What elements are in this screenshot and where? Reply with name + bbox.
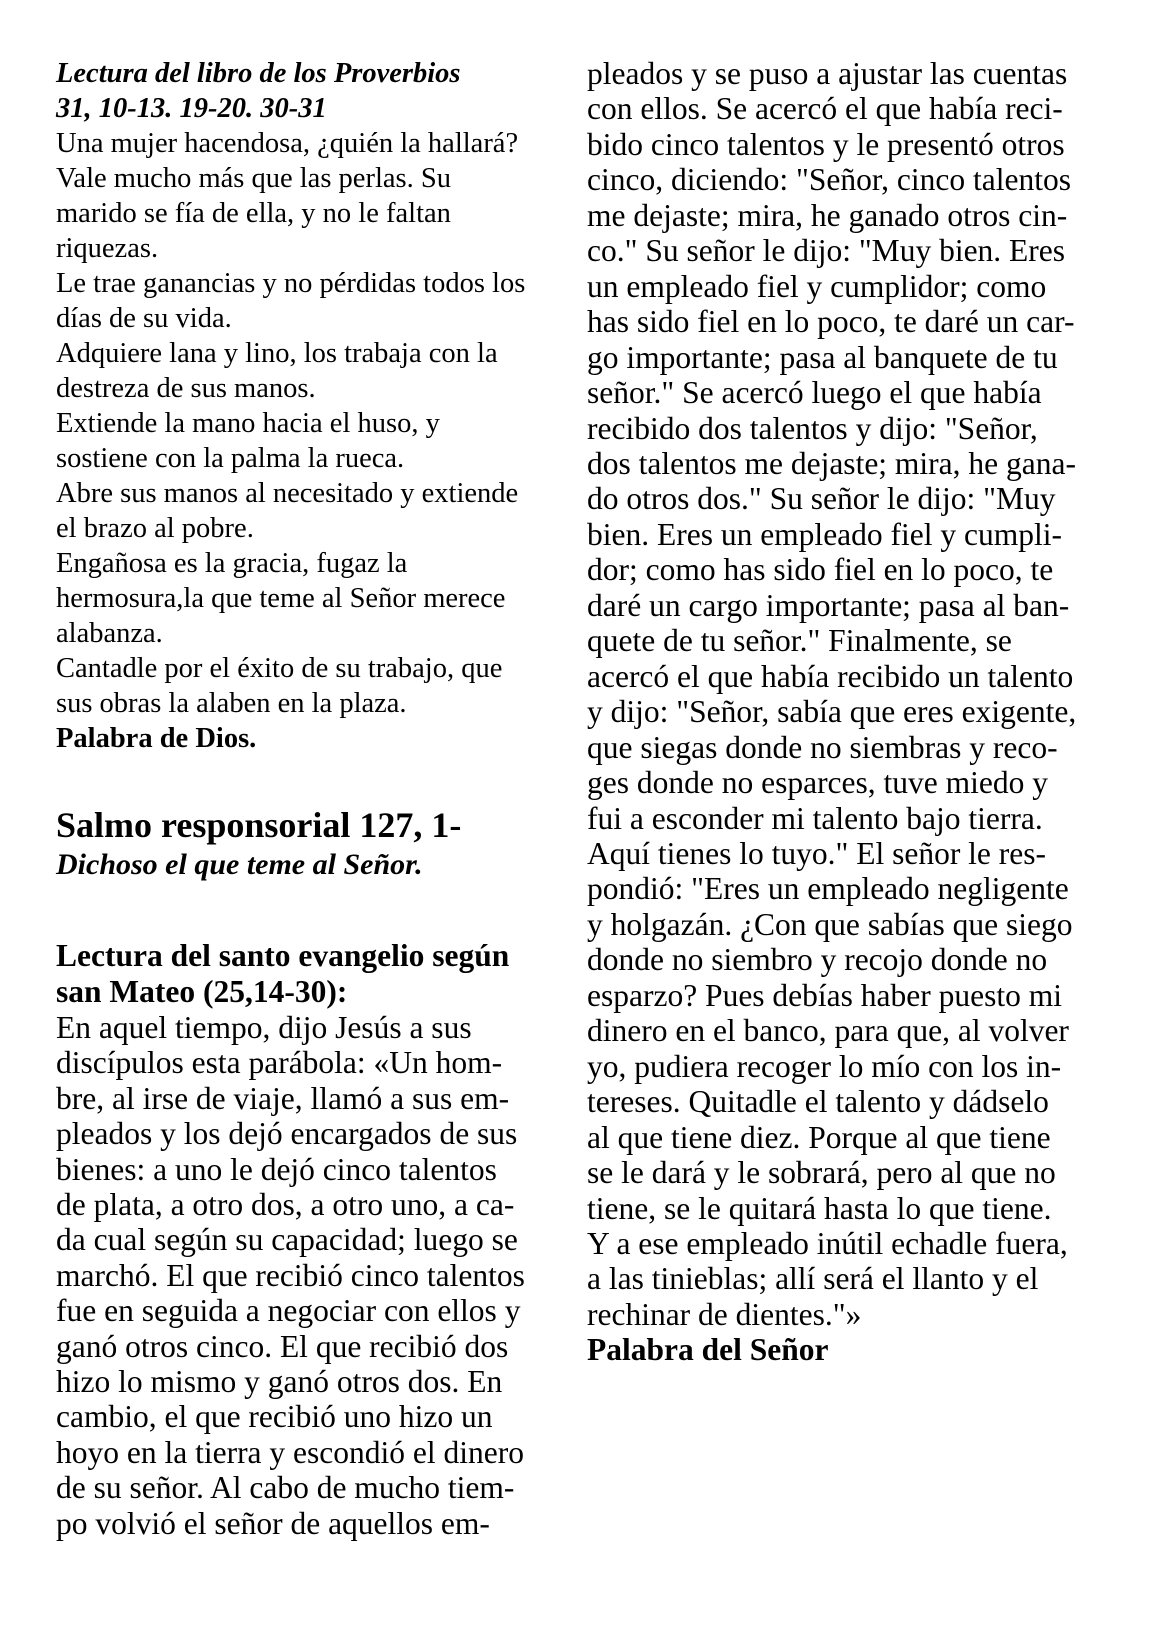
gospel [56, 938, 576, 1541]
text-line: dinero en el banco, para que, al volver [587, 1013, 1069, 1049]
text-line: destreza de sus manos. [56, 373, 316, 404]
text-line: da cual según su capacidad; luego se [56, 1222, 518, 1258]
text-line: Adquiere lana y lino, los trabaja con la [56, 338, 498, 369]
psalm-response: Dichoso el que teme al Señor. [56, 848, 423, 881]
heading-line: Lectura del santo evangelio según [56, 938, 510, 973]
heading-line: 31, 10-13. 19-20. 30-31 [56, 93, 327, 124]
text-line: hizo lo mismo y ganó otros dos. En [56, 1364, 503, 1400]
text-line: tereses. Quitadle el talento y dádselo [587, 1084, 1049, 1120]
text-line: hermosura,la que teme al Señor merece [56, 583, 506, 614]
text-line: go importante; pasa al banquete de tu [587, 339, 1058, 375]
text-line: donde no siembro y recojo donde no [587, 942, 1048, 978]
text-line: hoyo en la tierra y escondió el dinero [56, 1434, 524, 1470]
text-line: bre, al irse de viaje, llamó a sus em- [56, 1080, 510, 1116]
text-line: Y a ese empleado inútil echadle fuera, [587, 1225, 1068, 1261]
text-line: cambio, el que recibió uno hizo un [56, 1399, 493, 1435]
text-line: do otros dos." Su señor le dijo: "Muy [587, 481, 1056, 517]
text-line: En aquel tiempo, dijo Jesús a sus [56, 1010, 472, 1045]
text-line: dos talentos me dejaste; mira, he gana- [587, 445, 1076, 481]
gospel-text-right [587, 56, 1122, 1332]
text-line: días de su vida. [56, 303, 232, 334]
text-line: sostiene con la palma la rueca. [56, 443, 405, 474]
text-line: sus obras la alaben en la plaza. [56, 688, 407, 719]
text-line: Abre sus manos al necesitado y extiende [56, 478, 519, 509]
text-line: ges donde no esparces, tuve miedo y [587, 765, 1048, 801]
text-line: a las tinieblas; allí será el llanto y el [587, 1261, 1039, 1297]
text-line: fui a esconder mi talento bajo tierra. [587, 800, 1043, 836]
text-line: Engañosa es la gracia, fugaz la [56, 548, 408, 579]
text-line: esparzo? Pues debías haber puesto mi [587, 977, 1062, 1013]
text-line: el brazo al pobre. [56, 513, 254, 544]
text-line: marchó. El que recibió cinco talentos [56, 1257, 525, 1293]
text-line: alabanza. [56, 618, 163, 649]
text-line: Vale mucho más que las perlas. Su [56, 163, 451, 194]
text-line: rechinar de dientes."» [587, 1296, 862, 1332]
text-line: recibido dos talentos y dijo: "Señor, [587, 410, 1038, 446]
text-line: con ellos. Se acercó el que había reci- [587, 91, 1063, 127]
text-line: pleados y se puso a ajustar las cuentas [587, 56, 1068, 91]
text-line: bien. Eres un empleado fiel y cumpli- [587, 516, 1062, 552]
text-line: bienes: a uno le dejó cinco talentos [56, 1151, 497, 1187]
gospel-heading [56, 938, 576, 1010]
text-line: discípulos esta parábola: «Un hom- [56, 1045, 503, 1081]
first-reading-text [56, 126, 576, 721]
text-line: marido se fía de ella, y no le faltan [56, 198, 451, 229]
psalm-title: Salmo responsorial 127, 1- [56, 805, 462, 845]
text-line: de su señor. Al cabo de mucho tiem- [56, 1470, 515, 1506]
right-column [587, 56, 1122, 1368]
text-line: Cantadle por el éxito de su trabajo, que [56, 653, 503, 684]
text-line: y dijo: "Señor, sabía que eres exigente, [587, 694, 1077, 730]
text-line: pleados y los dejó encargados de sus [56, 1116, 518, 1152]
text-line: riquezas. [56, 233, 159, 264]
text-line: fue en seguida a negociar con ellos y [56, 1293, 521, 1329]
text-line: pondió: "Eres un empleado negligente [587, 871, 1069, 907]
text-line: Extiende la mano hacia el huso, y [56, 408, 440, 439]
text-line: me dejaste; mira, he ganado otros cin- [587, 197, 1068, 233]
text-line: tiene, se le quitará hasta lo que tiene. [587, 1190, 1052, 1226]
psalm [56, 804, 576, 884]
text-line: po volvió el señor de aquellos em- [56, 1505, 490, 1541]
first-reading-closing: Palabra de Dios. [56, 723, 257, 754]
text-line: bido cinco talentos y le presentó otros [587, 126, 1065, 162]
text-line: y holgazán. ¿Con que sabías que siego [587, 906, 1073, 942]
text-line: Aquí tienes lo tuyo." El señor le res- [587, 835, 1047, 871]
text-line: ganó otros cinco. El que recibió dos [56, 1328, 509, 1364]
gospel-closing: Palabra del Señor [587, 1332, 829, 1368]
text-line: al que tiene diez. Porque al que tiene [587, 1119, 1051, 1155]
text-line: yo, pudiera recoger lo mío con los in- [587, 1048, 1062, 1084]
text-line: Le trae ganancias y no pérdidas todos los [56, 268, 526, 299]
text-line: dor; como has sido fiel en lo poco, te [587, 552, 1054, 588]
first-reading [56, 56, 576, 756]
heading-line: Lectura del libro de los Proverbios [56, 58, 461, 89]
text-line: se le dará y le sobrará, pero al que no [587, 1155, 1056, 1191]
text-line: quete de tu señor." Finalmente, se [587, 623, 1012, 659]
gospel-text-left [56, 1010, 576, 1541]
heading-line: san Mateo (25,14-30): [56, 974, 348, 1009]
text-line: co." Su señor le dijo: "Muy bien. Eres [587, 233, 1066, 269]
text-line: Una mujer hacendosa, ¿quién la hallará? [56, 128, 519, 159]
text-line: daré un cargo importante; pasa al ban- [587, 587, 1070, 623]
text-line: has sido fiel en lo poco, te daré un car- [587, 304, 1075, 340]
left-column [56, 56, 576, 1541]
text-line: cinco, diciendo: "Señor, cinco talentos [587, 162, 1071, 198]
text-line: acercó el que había recibido un talento [587, 658, 1074, 694]
text-line: de plata, a otro dos, a otro uno, a ca- [56, 1187, 515, 1223]
text-line: que siegas donde no siembras y reco- [587, 729, 1058, 765]
text-line: señor." Se acercó luego el que había [587, 375, 1042, 411]
text-line: un empleado fiel y cumplidor; como [587, 268, 1047, 304]
first-reading-heading [56, 56, 576, 126]
